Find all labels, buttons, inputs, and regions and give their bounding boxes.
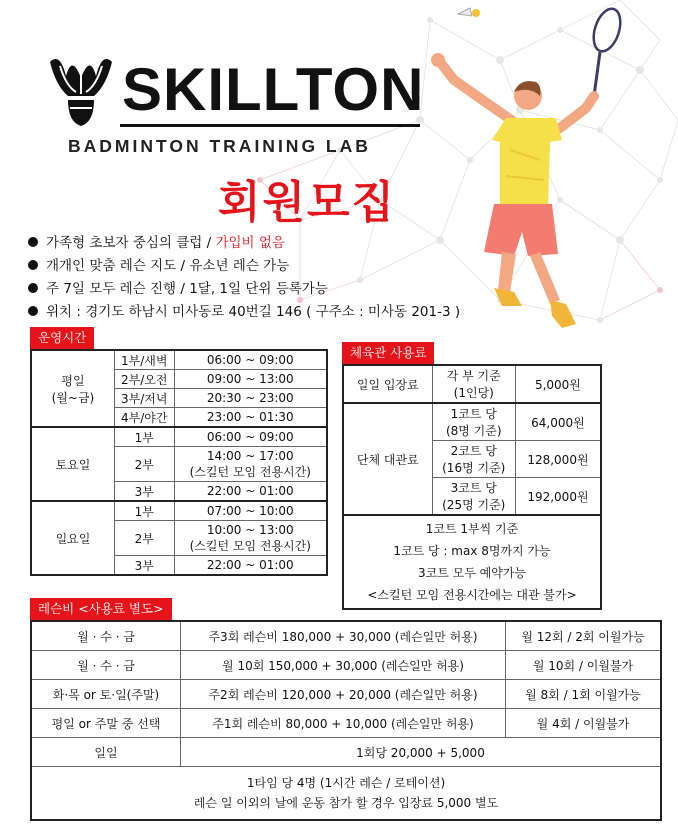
lesson-fee: 월 10회 150,000 + 30,000 (레슨일만 허용) <box>181 651 506 680</box>
bullet-icon <box>28 283 38 293</box>
page-headline: 회원모집 <box>218 177 397 228</box>
bullet-icon <box>28 260 38 270</box>
group-fee-price: 192,000원 <box>515 478 601 516</box>
table-row <box>31 709 661 738</box>
daily-fee-label: 일일 입장료 <box>343 365 432 403</box>
group-fee-price: 128,000원 <box>515 441 601 478</box>
table-row <box>31 767 661 821</box>
lesson-days: 월 · 수 · 금 <box>31 651 181 680</box>
time-cell: 23:00 ~ 01:30 <box>174 408 327 428</box>
slot-cell: 4부/야간 <box>114 408 174 428</box>
lesson-fee-table <box>30 620 662 821</box>
feature-text: 가족형 초보자 중심의 클럽 / <box>46 235 216 251</box>
feature-item <box>28 301 460 324</box>
lesson-tag: 레슨비 <사용료 별도> <box>30 598 172 620</box>
gym-note: 3코트 모두 예약가능 <box>417 566 526 580</box>
table-row <box>31 621 661 651</box>
table-row <box>31 651 661 680</box>
brand-name: SKILLTON <box>122 56 425 123</box>
slot-cell: 3부 <box>114 556 174 576</box>
slot-cell: 2부/오전 <box>114 370 174 389</box>
slot-cell: 2부 <box>114 521 174 556</box>
racket-icon <box>589 5 625 96</box>
table-row <box>31 738 661 767</box>
bullet-icon <box>28 237 38 247</box>
lesson-days: 일일 <box>31 738 181 767</box>
feature-item <box>28 255 460 278</box>
lesson-fee: 1회당 20,000 + 5,000 <box>181 738 661 767</box>
lesson-fee: 주3회 레슨비 180,000 + 30,000 (레슨일만 허용) <box>181 621 506 651</box>
feature-text: 주 7일 모두 레슨 진행 / 1달, 1일 단위 등록가능 <box>46 281 328 297</box>
group-fee-basis: 1코트 당 (8명 기준) <box>432 403 515 441</box>
feature-text: 위치 : 경기도 하남시 미사동로 40번길 146 ( 구주소 : 미사동 201-3 ) <box>46 304 461 320</box>
time-cell: 22:00 ~ 01:00 <box>174 556 327 576</box>
time-cell: 07:00 ~ 10:00 <box>174 501 327 521</box>
group-fee-price: 64,000원 <box>515 403 601 441</box>
lesson-fee: 주2회 레슨비 120,000 + 20,000 (레슨일만 허용) <box>181 680 506 709</box>
time-cell: 10:00 ~ 13:00 (스킬턴 모임 전용시간) <box>174 521 327 556</box>
lesson-note: 월 8회 / 1회 이월가능 <box>506 680 662 709</box>
table-row <box>343 515 601 609</box>
time-cell: 09:00 ~ 13:00 <box>174 370 327 389</box>
table-row <box>31 350 327 370</box>
lesson-footer-line: 레슨 일 이외의 날에 운동 참가 할 경우 입장료 5,000 별도 <box>193 796 499 810</box>
time-cell: 22:00 ~ 01:00 <box>174 482 327 502</box>
shuttlecock-logo-icon <box>46 52 116 130</box>
time-cell: 06:00 ~ 09:00 <box>174 350 327 370</box>
saturday-label: 토요일 <box>31 427 114 501</box>
lesson-footer <box>31 767 661 821</box>
lesson-note: 월 4회 / 이월불가 <box>506 709 662 738</box>
gym-fee-table <box>342 364 602 610</box>
slot-cell: 3부 <box>114 482 174 502</box>
group-fee-label: 단체 대관료 <box>343 403 432 515</box>
group-fee-basis: 2코트 당 (16명 기준) <box>432 441 515 478</box>
time-cell: 14:00 ~ 17:00 (스킬턴 모임 전용시간) <box>174 447 327 482</box>
time-cell: 20:30 ~ 23:00 <box>174 389 327 408</box>
feature-text: 개개인 맞춤 레슨 지도 / 유소년 레슨 가능 <box>46 258 290 274</box>
hours-table <box>30 349 328 576</box>
lesson-note: 월 10회 / 이월불가 <box>506 651 662 680</box>
group-fee-basis: 3코트 당 (25명 기준) <box>432 478 515 516</box>
bullet-icon <box>28 306 38 316</box>
brand-subtitle: BADMINTON TRAINING LAB <box>68 136 371 156</box>
shuttlecock-icon <box>458 8 480 17</box>
table-row <box>31 427 327 447</box>
feature-item <box>28 232 460 255</box>
lesson-days: 평일 or 주말 중 선택 <box>31 709 181 738</box>
hours-tag: 운영시간 <box>30 327 94 349</box>
sunday-label: 일요일 <box>31 501 114 575</box>
feature-item <box>28 278 460 301</box>
table-row <box>31 680 661 709</box>
slot-cell: 2부 <box>114 447 174 482</box>
time-cell: 06:00 ~ 09:00 <box>174 427 327 447</box>
daily-fee-price: 5,000원 <box>515 365 601 403</box>
brand-divider <box>120 124 420 127</box>
lesson-note: 월 12회 / 2회 이월가능 <box>506 621 662 651</box>
feature-highlight: 가입비 없음 <box>215 235 285 251</box>
lesson-days: 화·목 or 토·일(주말) <box>31 680 181 709</box>
lesson-footer-line: 1타임 당 4명 (1시간 레슨 / 로테이션) <box>246 776 446 790</box>
gym-notes <box>343 515 601 609</box>
gym-note: <스킬턴 모임 전용시간에는 대관 불가> <box>367 588 577 602</box>
slot-cell: 1부 <box>114 427 174 447</box>
weekday-label: 평일 (월~금) <box>31 350 114 427</box>
lesson-fee: 주1회 레슨비 80,000 + 10,000 (레슨일만 허용) <box>181 709 506 738</box>
slot-cell: 1부 <box>114 501 174 521</box>
feature-list <box>28 232 460 324</box>
table-row <box>343 365 601 403</box>
slot-cell: 1부/새벽 <box>114 350 174 370</box>
table-row <box>31 501 327 521</box>
slot-cell: 3부/저녁 <box>114 389 174 408</box>
lesson-days: 월 · 수 · 금 <box>31 621 181 651</box>
daily-fee-basis: 각 부 기준 (1인당) <box>432 365 515 403</box>
table-row <box>343 403 601 441</box>
gym-tag: 체육관 사용료 <box>342 342 434 364</box>
gym-note: 1코트 당 : max 8명까지 가능 <box>393 544 551 558</box>
gym-note: 1코트 1부씩 기준 <box>425 522 519 536</box>
